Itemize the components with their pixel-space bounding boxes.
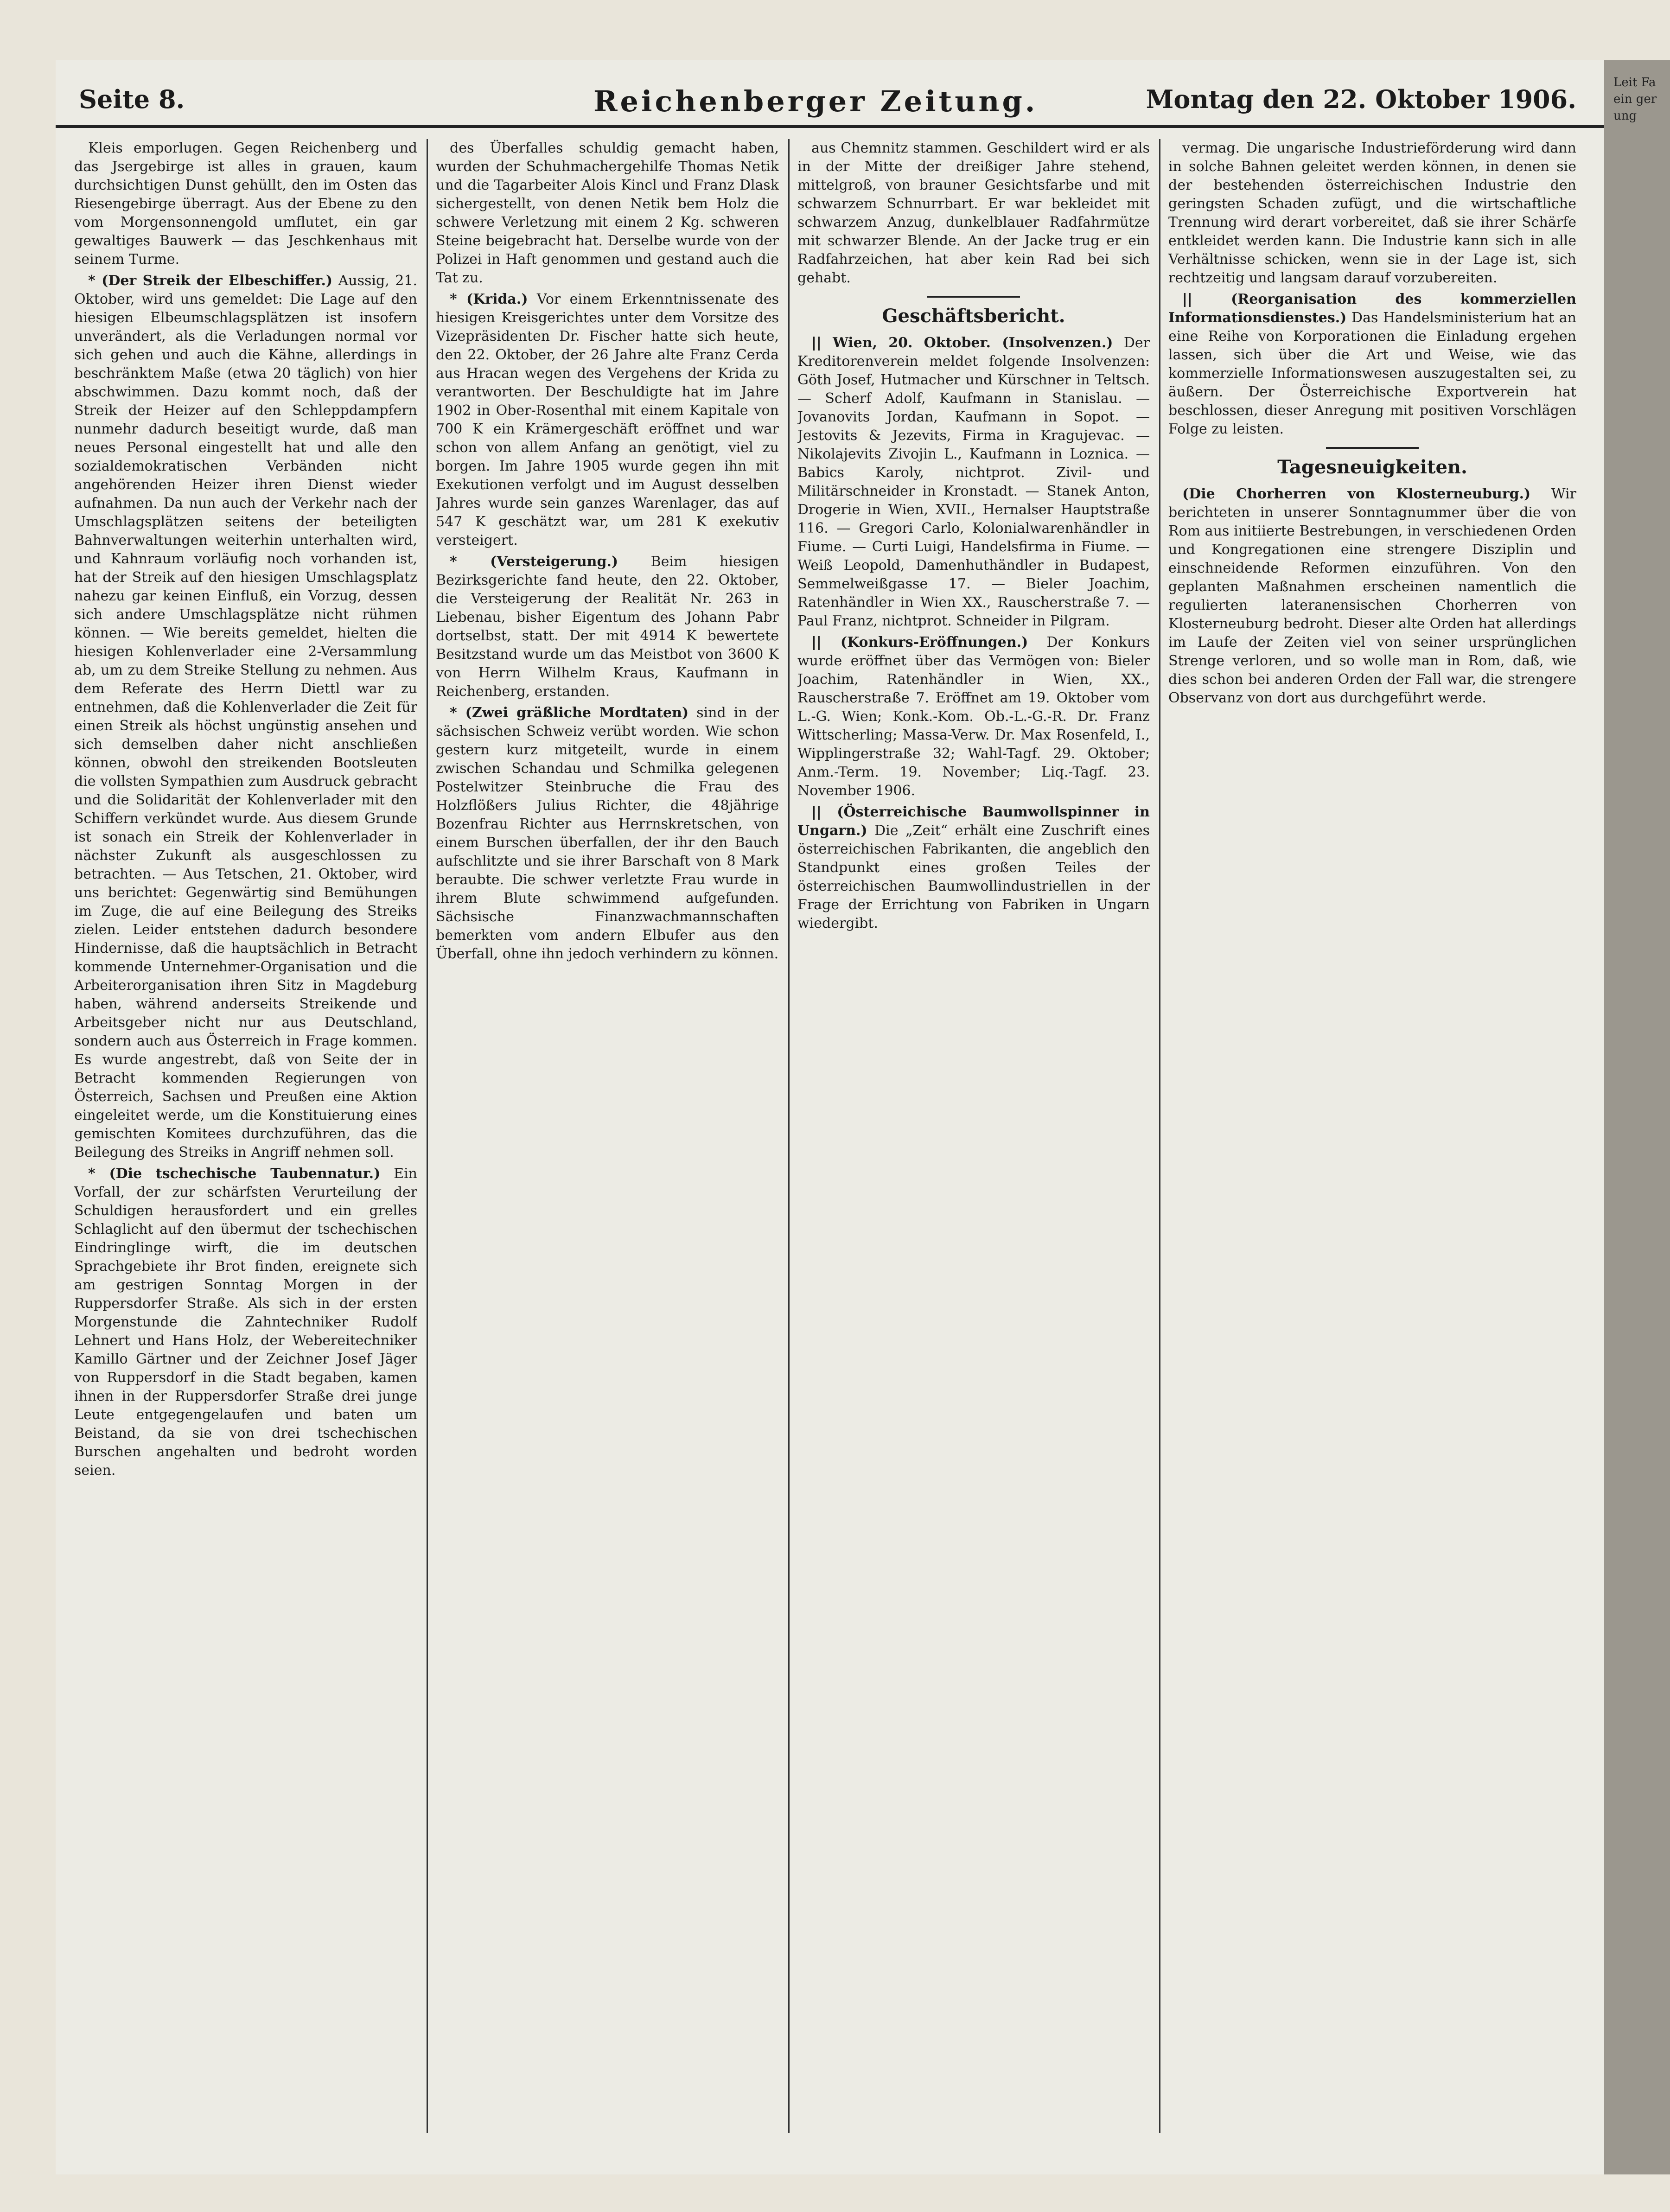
article-text: Ein Vorfall, der zur schärfsten Verurteilung der Schuldigen herausfordert und ein grelles Schlaglicht auf den übermut der tschechischen Eindringlinge wirft, die im deutschen Sprachgebiete ihr Brot finden, ereignete sich am gestrigen Sonntag Morgen in der Ruppersdorfer Straße. Als sich in der ersten Morgenstunde die Zahntechniker Rudolf Lehnert und Hans Holz, der Webereitechniker Kamillo Gärtner und der Zeichner Josef Jäger von Ruppersdorf in die Stadt begaben, kamen ihnen in der Ruppersdorfer Straße drei junge Leute entgegengelaufen und baten um Beistand, da sie von drei tschechischen Burschen angehalten und bedroht worden seien. bbox=[74, 1166, 417, 1479]
adjacent-page-edge bbox=[1604, 60, 1670, 2174]
article-text: Kleis emporlugen. Gegen Reichenberg und das Jsergebirge ist alles in grauen, kaum durchsichtigen Dunst gehüllt, den im Osten das Riesengebirge überragt. Aus der Ebene zu den vom Morgensonnengold umflutet, ein gar gewaltiges Bauwerk — das Jeschkenhaus mit seinem Turme. bbox=[74, 140, 417, 268]
article-paragraph bbox=[797, 139, 1150, 287]
article-paragraph bbox=[436, 704, 779, 963]
article-paragraph bbox=[797, 803, 1150, 933]
column-rule bbox=[788, 139, 790, 2133]
article-heading: || (Konkurs-Eröffnungen.) bbox=[811, 634, 1028, 650]
column-4 bbox=[1168, 139, 1576, 2133]
article-text: Beim hiesigen Bezirksgerichte fand heute, den 22. Oktober, die Versteigerung der Realität Nr. 263 in Liebenau, bisher Eigentum des Johann Pabr dortselbst, statt. Der mit 4914 K bewertete Besitzstand wurde um das Meistbot von 3600 K von Herrn Wilhelm Kraus, Kaufmann in Reichenberg, erstanden. bbox=[436, 554, 779, 700]
article-paragraph bbox=[436, 290, 779, 550]
article-paragraph bbox=[797, 633, 1150, 800]
article-text: Vor einem Erkenntnissenate des hiesigen Kreisgerichtes unter dem Vorsitze des Vizepräsidenten Dr. Fischer hatte sich heute, den 22. Oktober, der 26 Jahre alte Franz Cerda aus Hracan wegen des Vergehens der Krida zu verantworten. Der Beschuldigte hat im Jahre 1902 in Ober-Rosenthal mit einem Kapitale von 700 K ein Krämergeschäft eröffnet und war schon von allem Anfang an genötigt, viel zu borgen. Im Jahre 1905 wurde gegen ihn mit Exekutionen verfolgt und im August desselben Jahres wurde sein ganzes Warenlager, das auf 547 K geschätzt war, um 281 K exekutiv versteigert. bbox=[436, 291, 779, 548]
article-heading: * (Versteigerung.) bbox=[450, 554, 618, 570]
article-text: Wir berichteten in unserer Sonntagnummer über die von Rom aus initiierte Bestrebungen, in verschiedenen Orden und Kongregationen eine strengere Disziplin und einschneidende Reformen einzuführen. Von den geplanten Maßnahmen erscheinen namentlich die regulierten lateranensischen Chorherren von Klosterneuburg bedroht. Dieser alte Orden hat allerdings im Laufe der Zeiten viel von seiner ursprünglichen Strenge verloren, und so wolle man in Rom, daß, wie dies schon bei anderen Orden der Fall war, die strengere Observanz von dort aus durchgeführt werde. bbox=[1168, 486, 1576, 706]
article-heading: * (Krida.) bbox=[450, 291, 528, 307]
section-title: Geschäftsbericht. bbox=[882, 305, 1065, 327]
article-heading: * (Der Streik der Elbeschiffer.) bbox=[88, 273, 333, 289]
article-heading: * (Die tschechische Taubennatur.) bbox=[88, 1166, 381, 1182]
article-heading: || (Reorganisation des kommerziellen Informationsdienstes.) bbox=[1168, 291, 1576, 326]
page-number: Seite 8. bbox=[79, 84, 185, 114]
article-paragraph bbox=[436, 553, 779, 701]
article-heading: * (Zwei gräßliche Mordtaten) bbox=[450, 705, 689, 721]
column-2 bbox=[436, 139, 779, 2133]
article-text: aus Chemnitz stammen. Geschildert wird er als in der Mitte der dreißiger Jahre stehend, mittelgroß, von brauner Gesichtsfarbe und mit schwarzem Schnurrbart. Er war bekleidet mit schwarzem Anzug, dunkelblauer Radfahrmütze mit schwarzer Blende. An der Jacke trug er ein Radfahrzeichen, hat aber kein Rad bei sich gehabt. bbox=[797, 140, 1150, 286]
column-3 bbox=[797, 139, 1150, 2133]
article-text: Aussig, 21. Oktober, wird uns gemeldet: Die Lage auf den hiesigen Elbeumschlagsplätzen ist insofern unverändert, als die Verladungen normal vor sich gehen und auch die Kähne, allerdings in beschränktem Maße (etwa 20 täglich) von hier abschwimmen. Dazu kommt noch, daß der Streik der Heizer auf den Schleppdampfern nunmehr dadurch beseitigt wurde, daß man neues Personal eingestellt hat und alle den sozialdemokratischen Verbänden nicht angehörenden Heizer ihren Dienst wieder aufnahmen. Da nun auch der Verkehr nach der Umschlagsplätzen seitens der beteiligten Bahnverwaltungen weiterhin unterhalten wird, und Kahnraum vorläufig noch vorhanden ist, hat der Streik auf den hiesigen Umschlagsplatz nahezu gar keinen Einfluß, ein Vorzug, dessen sich andere Umschlagsplätze nicht rühmen können. — Wie bereits gemeldet, hielten die hiesigen Kohlenverlader eine 2-Versammlung ab, um zu dem Streike Stellung zu nehmen. Aus dem Referate des Herrn Diettl war zu entnehmen, daß die Kohlenverlader die Zeit für einen Streik als höchst ungünstig ansehen und sich demselben daher nicht anschließen können, obwohl den streikenden Bootsleuten die vollsten Sympathien zum Ausdruck gebracht und die Solidarität der Kohlenverlader mit den Schiffern verkündet wurde. Aus diesem Grunde ist sonach ein Streik der Kohlenverlader in nächster Zukunft als ausgeschlossen zu betrachten. — Aus Tetschen, 21. Oktober, wird uns berichtet: Gegenwärtig sind Bemühungen im Zuge, die auf eine Beilegung des Streiks zielen. Leider entstehen dadurch besondere Hindernisse, daß die hauptsächlich in Betracht kommende Unternehmer-Organisation und die Arbeiterorganisation ihren Sitz in Magdeburg haben, während anderseits Streikende und Arbeitsgeber nicht nur aus Deutschland, sondern auch aus Österreich in Frage kommen. Es wurde angestrebt, daß von Seite der in Betracht kommenden Regierungen von Österreich, Sachsen und Preußen eine Aktion eingeleitet werde, um die Konstituierung eines gemischten Komitees durchzuführen, das die Beilegung des Streiks in Angriff nehmen soll. bbox=[74, 273, 417, 1160]
article-paragraph bbox=[1168, 139, 1576, 287]
article-paragraph bbox=[1168, 485, 1576, 708]
article-paragraph bbox=[1168, 290, 1576, 439]
column-1 bbox=[74, 139, 417, 2133]
article-text: des Überfalles schuldig gemacht haben, wurden der Schuhmachergehilfe Thomas Netik und die Tagarbeiter Alois Kincl und Franz Dlask sichergestellt, von denen Netik bem Holz die schwere Verletzung mit einem 2 Kg. schweren Steine beigebracht hat. Derselbe wurde von der Polizei in Haft genommen und gestand auch die Tat zu. bbox=[436, 140, 779, 286]
column-rule bbox=[427, 139, 428, 2133]
article-text: sind in der sächsischen Schweiz verübt worden. Wie schon gestern kurz mitgeteilt, wurde in einem zwischen Schandau und Schmilka gelegenen Postelwitzer Steinbruche die Frau des Holzflößers Julius Richter, die 48jährige Bozenfrau Richter aus Herrnskretschen, von einem Burschen überfallen, der ihr den Bauch aufschlitzte und sie ihrer Barschaft von 8 Mark beraubte. Die schwer verletzte Frau wurde in ihrem Blute schwimmend aufgefunden. Sächsische Finanzwachmannschaften bemerkten vom andern Elbufer aus den Überfall, ohne ihn jedoch verhindern zu können. bbox=[436, 705, 779, 962]
article-text: Der Konkurs wurde eröffnet über das Vermögen von: Bieler Joachim, Ratenhändler in Wien, XX., Rauscherstraße 7. Eröffnet am 19. Oktober vom L.-G. Wien; Konk.-Kom. Ob.-L.-G.-R. Dr. Franz Wittscherling; Massa-Verw. Dr. Max Rosenfeld, I., Wipplingerstraße 32; Wahl-Tagf. 29. Oktober; Anm.-Term. 19. November; Liq.-Tagf. 23. November 1906. bbox=[797, 634, 1150, 799]
article-text: Das Handelsministerium hat an eine Reihe von Korporationen die Einladung ergehen lassen, sich über die Art und Weise, wie das kommerzielle Informationswesen auszugestalten sei, zu äußern. Der Österreichische Exportverein hat beschlossen, dieser Anregung mit positiven Vorschlägen Folge zu leisten. bbox=[1168, 310, 1576, 437]
section-title: Tagesneuigkeiten. bbox=[1277, 456, 1467, 478]
section-rule bbox=[927, 296, 1020, 298]
adjacent-page-text: Leit Fa ein ger ung bbox=[1613, 76, 1657, 123]
section-rule bbox=[1326, 447, 1419, 449]
article-text: vermag. Die ungarische Industrieförderung wird dann in solche Bahnen geleitet werden können, in denen sie der bestehenden österreichischen Industrie den geringsten Schaden zufügt, und die wirtschaftliche Trennung wird derart vorbereitet, daß sie ihrer Schärfe entkleidet werden kann. Die Industrie kann sich in alle Verhältnisse schicken, wenn sie in der Lage ist, sich rechtzeitig und langsam darauf vorzubereiten. bbox=[1168, 140, 1576, 286]
article-heading: (Die Chorherren von Klosterneuburg.) bbox=[1182, 486, 1531, 502]
article-heading: || (Österreichische Baumwollspinner in Ungarn.) bbox=[797, 804, 1150, 839]
page-header bbox=[56, 74, 1604, 128]
article-paragraph bbox=[74, 139, 417, 269]
newspaper-page bbox=[56, 60, 1604, 2174]
issue-date: Montag den 22. Oktober 1906. bbox=[1146, 84, 1576, 114]
article-paragraph bbox=[797, 334, 1150, 631]
article-paragraph bbox=[74, 1165, 417, 1480]
article-paragraph bbox=[74, 272, 417, 1162]
article-text: Der Kreditorenverein meldet folgende Insolvenzen: Göth Josef, Hutmacher und Kürschner in Teltsch. — Scherf Adolf, Kaufmann in Stanislau. — Jovanovits Jordan, Kaufmann in Sopot. — Jestovits & Jezevits, Firma in Kragujevac. — Nikolajevits Zivojin L., Kaufmann in Loznica. — Babics Karoly, nichtprot. Zivil- und Militärschneider in Kronstadt. — Stanek Anton, Drogerie in Wien, XVII., Hernalser Hauptstraße 116. — Gregori Carlo, Kolonialwarenhändler in Fiume. — Curti Luigi, Handelsfirma in Fiume. — Weiß Leopold, Damenhuthändler in Budapest, Semmelweißgasse 17. — Bieler Joachim, Ratenhändler in Wien XX., Rauscherstraße 7. — Paul Franz, nichtprot. Schneider in Pilgram. bbox=[797, 335, 1150, 629]
newspaper-title: Reichenberger Zeitung. bbox=[593, 84, 1038, 118]
column-rule bbox=[1159, 139, 1160, 2133]
article-heading: || Wien, 20. Oktober. (Insolvenzen.) bbox=[811, 335, 1113, 351]
article-paragraph bbox=[436, 139, 779, 287]
article-text: Die „Zeit“ erhält eine Zuschrift eines österreichischen Fabrikanten, die angeblich den Standpunkt eines großen Teiles der österreichischen Baumwollindustriellen in der Frage der Errichtung von Fabriken in Ungarn wiedergibt. bbox=[797, 822, 1150, 931]
